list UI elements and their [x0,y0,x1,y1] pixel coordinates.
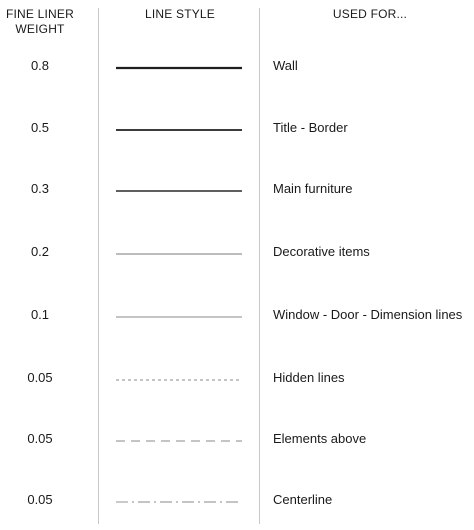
usage-label: Wall [273,58,298,73]
table-row [0,177,474,201]
table-row [0,366,474,390]
weight-value: 0.05 [27,431,53,446]
header-weight-line2: WEIGHT [15,22,65,36]
line-style-sample [116,177,242,201]
usage-label: Window - Door - Dimension lines [273,307,463,322]
weight-value: 0.3 [30,181,50,196]
line-style-sample [116,54,242,78]
table-row [0,54,474,78]
usage-label: Elements above [273,431,367,446]
weight-value: 0.5 [30,120,50,135]
header-weight [0,7,80,37]
line-sample-svg [116,427,242,451]
usage-label: Centerline [273,492,333,507]
line-sample-svg [116,303,242,327]
line-sample-svg [116,240,242,264]
weight-value: 0.05 [27,492,53,507]
line-sample-svg [116,177,242,201]
table-row [0,488,474,512]
table-row [0,240,474,264]
line-style-sample [116,240,242,264]
table-row [0,303,474,327]
weight-value: 0.05 [27,370,53,385]
usage-label: Hidden lines [273,370,345,385]
table-row [0,427,474,451]
usage-label: Main furniture [273,181,353,196]
header-used-for: USED FOR... [332,7,408,21]
line-style-sample [116,116,242,140]
table-row [0,116,474,140]
weight-value: 0.2 [30,244,50,259]
line-sample-svg [116,488,242,512]
weight-value: 0.1 [30,307,50,322]
weight-value: 0.8 [30,58,50,73]
usage-label: Decorative items [273,244,370,259]
usage-label: Title - Border [273,120,348,135]
line-style-sample [116,488,242,512]
header-weight-line1: FINE LINER [5,7,74,21]
line-sample-svg [116,366,242,390]
line-style-sample [116,303,242,327]
line-sample-svg [116,116,242,140]
line-style-sample [116,427,242,451]
header-line-style: LINE STYLE [144,7,216,21]
line-style-sample [116,366,242,390]
line-sample-svg [116,54,242,78]
